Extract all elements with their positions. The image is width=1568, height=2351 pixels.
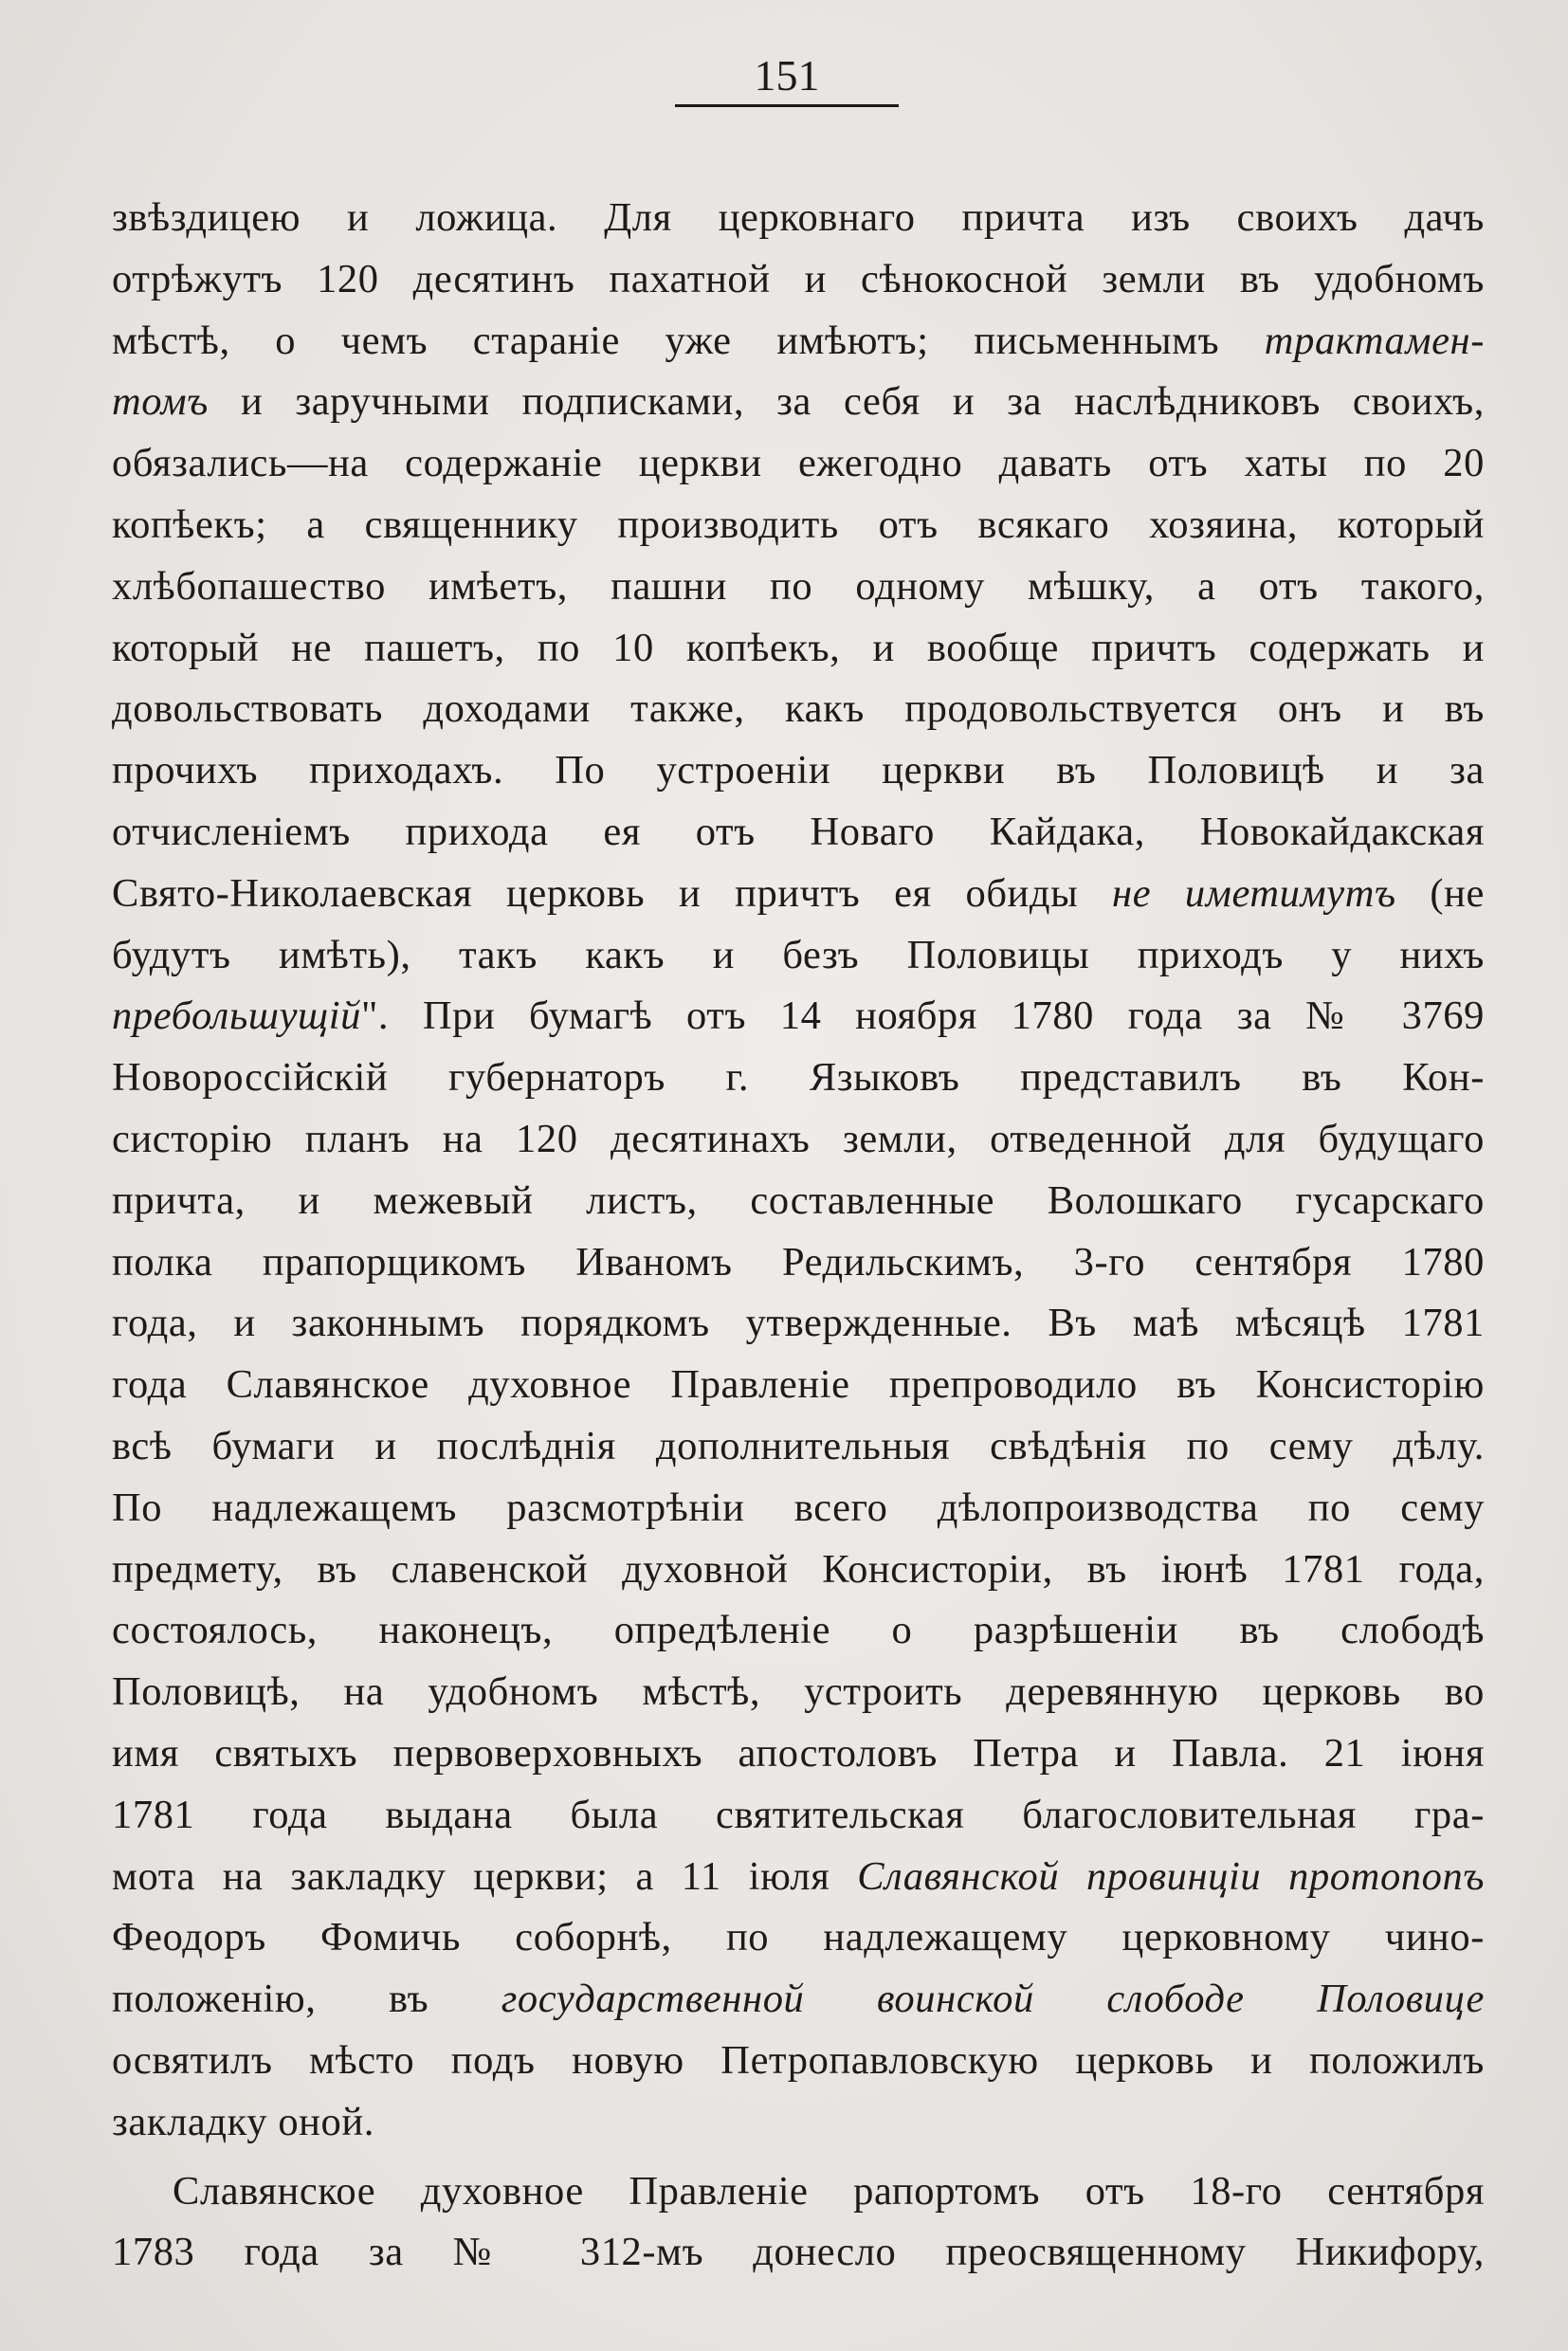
text-line — [112, 311, 1485, 373]
text-segment: Половицѣ, на удобномъ мѣстѣ, устроить деревянную церковь во — [112, 1669, 1485, 1715]
text-segment: имя святыхъ первоверховныхъ апостоловъ Петра и Павла. 21 іюня — [112, 1730, 1485, 1776]
text-line — [112, 433, 1485, 495]
text-line — [112, 925, 1485, 987]
text-segment: довольствовать доходами также, какъ продовольствуется онъ и въ — [112, 686, 1485, 732]
text-line — [112, 188, 1485, 249]
text-segment: отчисленіемъ прихода ея отъ Новаго Кайдака, Новокайдакская — [112, 809, 1485, 854]
text-segment: который не пашетъ, по 10 копѣекъ, и вообще причтъ содержать и — [112, 625, 1485, 670]
text-segment: отрѣжутъ 120 десятинъ пахатной и сѣнокосной земли въ удобномъ — [112, 256, 1485, 301]
text-line — [112, 495, 1485, 556]
text-segment: (не — [1395, 870, 1485, 916]
italic-text: пребольшущій — [112, 993, 361, 1039]
text-segment: звѣздицею и ложица. Для церковнаго причта изъ своихъ дачъ — [112, 195, 1485, 240]
page-number: 151 — [754, 51, 820, 100]
text-segment: причта, и межевый листъ, составленные Волошкаго гусарскаго — [112, 1177, 1485, 1223]
text-segment: закладку оной. — [112, 2099, 374, 2144]
text-line — [112, 986, 1485, 1048]
text-segment: года Славянское духовное Правленіе препроводило въ Консисторію — [112, 1362, 1485, 1408]
text-segment: систорію планъ на 120 десятинахъ земли, отведенной для будущаго — [112, 1116, 1485, 1161]
text-line — [112, 1293, 1485, 1355]
text-line — [112, 249, 1485, 311]
text-segment: будутъ имѣть), такъ какъ и безъ Половицы приходъ у нихъ — [112, 932, 1485, 977]
text-line — [112, 2161, 1485, 2223]
italic-text: Славянской провинціи протопопъ — [857, 1853, 1486, 1899]
text-line — [112, 1847, 1485, 1908]
text-line — [112, 1723, 1485, 1785]
text-line — [112, 1969, 1485, 2031]
body-text — [112, 188, 1485, 2284]
text-segment: 1783 года за № 312-мъ донесло преосвященному Никифору, — [112, 2230, 1485, 2275]
text-segment: прочихъ приходахъ. По устроеніи церкви въ Половицѣ и за — [112, 748, 1485, 793]
text-line — [112, 1109, 1485, 1171]
text-segment: По надлежащемъ разсмотрѣніи всего дѣлопроизводства по сему — [112, 1485, 1485, 1530]
text-line — [112, 1171, 1485, 1232]
text-segment: полка прапорщикомъ Иваномъ Редильскимъ, 3-го сентября 1780 — [112, 1239, 1485, 1285]
italic-text: государственной воинской слободе Половице — [501, 1977, 1485, 2022]
text-segment: Свято-Николаевская церковь и причтъ ея обиды — [112, 870, 1113, 916]
text-line — [112, 1907, 1485, 1969]
text-segment: года, и законнымъ порядкомъ утвержденные. Въ маѣ мѣсяцѣ 1781 — [112, 1301, 1485, 1346]
text-line — [112, 1416, 1485, 1478]
text-segment: хлѣбопашество имѣетъ, пашни по одному мѣшку, а отъ такого, — [112, 563, 1485, 609]
text-line — [112, 864, 1485, 925]
text-line — [112, 679, 1485, 740]
text-segment: обязались—на содержаніе церкви ежегодно давать отъ хаты по 20 — [112, 441, 1485, 486]
page-header — [673, 49, 901, 102]
text-line — [112, 618, 1485, 680]
text-line — [112, 1785, 1485, 1847]
italic-text: трактамен- — [1264, 318, 1485, 363]
text-line — [112, 556, 1485, 618]
text-line — [112, 740, 1485, 802]
text-line — [112, 1355, 1485, 1416]
text-line — [112, 1662, 1485, 1723]
text-line — [112, 1232, 1485, 1294]
text-line — [112, 2031, 1485, 2092]
text-segment: состоялось, наконецъ, опредѣленіе о разрѣшеніи въ слободѣ — [112, 1608, 1485, 1653]
text-line — [112, 372, 1485, 433]
italic-text: не иметимутъ — [1112, 870, 1396, 916]
text-segment: мѣстѣ, о чемъ стараніе уже имѣютъ; письменнымъ — [112, 318, 1265, 363]
text-line — [112, 1478, 1485, 1540]
text-segment: копѣекъ; а священнику производить отъ всякаго хозяина, который — [112, 501, 1485, 547]
text-segment: 1781 года выдана была святительская благословительная гра- — [112, 1792, 1485, 1837]
text-segment: Новороссійскій губернаторъ г. Языковъ представилъ въ Кон- — [112, 1055, 1485, 1101]
text-segment: Славянское духовное Правленіе рапортомъ отъ 18-го сентября — [173, 2168, 1485, 2214]
text-line — [112, 2222, 1485, 2284]
text-segment: ". При бумагѣ отъ 14 ноября 1780 года за № 3769 — [360, 993, 1485, 1039]
text-segment: мота на закладку церкви; а 11 іюля — [112, 1853, 858, 1899]
text-segment: всѣ бумаги и послѣднія дополнительныя свѣдѣнія по сему дѣлу. — [112, 1423, 1485, 1468]
text-segment: и заручными подписками, за себя и за наслѣдниковъ своихъ, — [208, 379, 1485, 425]
text-line — [112, 1048, 1485, 1109]
text-line — [112, 2092, 1485, 2154]
text-segment: освятилъ мѣсто подъ новую Петропавловскую церковь и положилъ — [112, 2037, 1485, 2083]
text-line — [112, 1540, 1485, 1601]
text-line — [112, 1600, 1485, 1662]
header-rule — [675, 104, 899, 107]
text-line — [112, 802, 1485, 864]
text-segment: предмету, въ славенской духовной Консисторіи, въ іюнѣ 1781 года, — [112, 1546, 1485, 1592]
italic-text: томъ — [112, 379, 209, 425]
text-segment: Феодоръ Фомичь соборнѣ, по надлежащему церковному чино- — [112, 1915, 1485, 1960]
text-segment: положенію, въ — [112, 1977, 501, 2022]
